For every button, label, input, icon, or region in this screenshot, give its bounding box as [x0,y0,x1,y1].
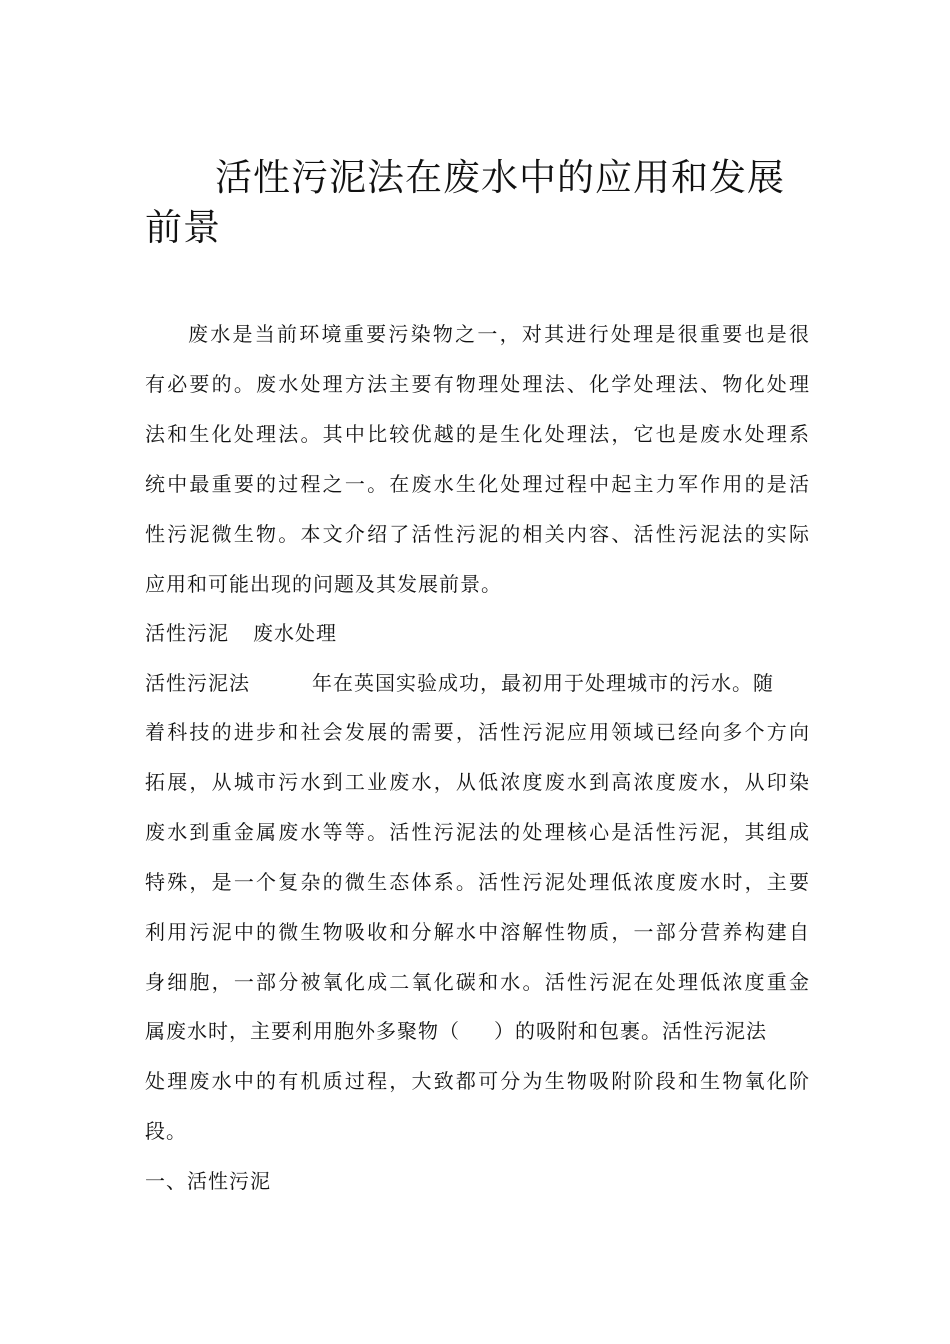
abstract-line: 性污泥微生物。本文介绍了活性污泥的相关内容、活性污泥法的实际 [145,522,810,546]
abstract-line: 统中最重要的过程之一。在废水生化处理过程中起主力军作用的是活 [145,472,810,496]
intro-line: 废水到重金属废水等等。活性污泥法的处理核心是活性污泥，其组成 [145,820,810,844]
intro-line: 段。 [145,1119,187,1143]
intro-line: 利用污泥中的微生物吸收和分解水中溶解性物质，一部分营养构建自 [145,920,810,944]
abstract-line: 有必要的。废水处理方法主要有物理处理法、化学处理法、物化处理 [145,372,810,396]
intro-line: 属废水时，主要利用胞外多聚物（ ）的吸附和包裹。活性污泥法 [145,1019,767,1043]
intro-line: 身细胞，一部分被氧化成二氧化碳和水。活性污泥在处理低浓度重金 [145,970,810,994]
intro-line: 特殊，是一个复杂的微生态体系。活性污泥处理低浓度废水时，主要 [145,870,810,894]
section-heading: 一、活性污泥 [145,1169,271,1193]
keyword: 活性污泥 [145,621,229,645]
abstract-line: 法和生化处理法。其中比较优越的是生化处理法，它也是废水处理系 [145,422,810,446]
abstract-line: 废水是当前环境重要污染物之一，对其进行处理是很重要也是很 [188,322,810,346]
keywords [145,620,810,646]
keyword: 废水处理 [253,621,337,645]
document-title: 活性污泥法在废水中的应用和发展前景 [145,156,785,249]
intro-line: 着科技的进步和社会发展的需要，活性污泥应用领域已经向多个方向 [145,720,810,744]
intro-line: 拓展，从城市污水到工业废水，从低浓度废水到高浓度废水，从印染 [145,770,810,794]
intro-line: 处理废水中的有机质过程，大致都可分为生物吸附阶段和生物氧化阶 [145,1069,810,1093]
intro-line: 活性污泥法 年在英国实验成功，最初用于处理城市的污水。随 [145,671,774,695]
abstract-line: 应用和可能出现的问题及其发展前景。 [145,572,502,596]
